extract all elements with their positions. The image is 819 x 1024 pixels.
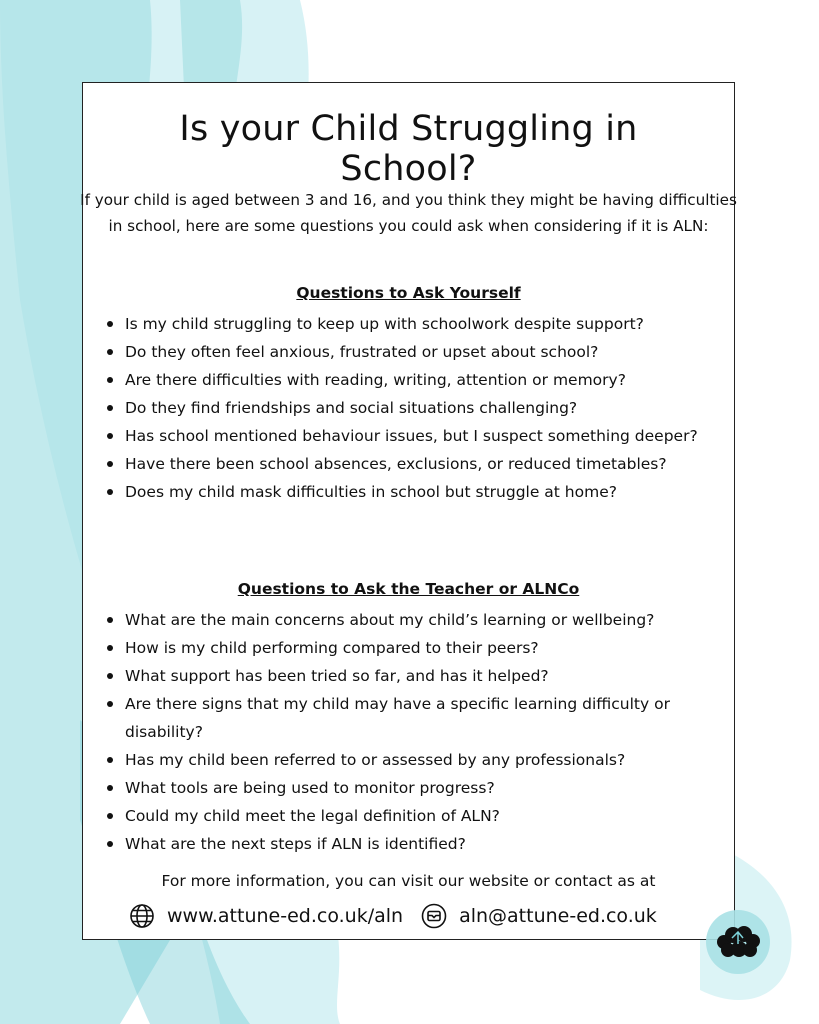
- brand-logo: [702, 908, 774, 976]
- list-item: Has my child been referred to or assessed by any professionals?: [105, 746, 730, 774]
- list-item: What tools are being used to monitor progress?: [105, 774, 730, 802]
- contact-row: [129, 903, 657, 929]
- page-title: Is your Child Struggling in School?: [179, 109, 638, 189]
- website-url: www.attune-ed.co.uk/aln: [167, 905, 404, 927]
- section-heading-yourself: Questions to Ask Yourself: [296, 284, 521, 302]
- intro-text: If your child is aged between 3 and 16, and you think they might be having difficulties in school, here are some questions you could ask when considering if it is ALN:: [80, 191, 737, 235]
- list-item: What are the next steps if ALN is identified?: [105, 830, 730, 858]
- list-item: Are there difficulties with reading, writing, attention or memory?: [105, 366, 730, 394]
- website-link[interactable]: [129, 903, 403, 929]
- globe-icon: [129, 903, 155, 929]
- list-item: Does my child mask difficulties in school but struggle at home?: [105, 478, 730, 506]
- list-item: Could my child meet the legal definition of ALN?: [105, 802, 730, 830]
- list-item: What are the main concerns about my child’s learning or wellbeing?: [105, 606, 730, 634]
- list-item: Do they find friendships and social situations challenging?: [105, 394, 730, 422]
- section-heading-teacher: Questions to Ask the Teacher or ALNCo: [237, 580, 580, 598]
- question-list-yourself: [105, 310, 730, 506]
- more-info-text: For more information, you can visit our website or contact as at: [161, 872, 656, 890]
- list-item: Has school mentioned behaviour issues, but I suspect something deeper?: [105, 422, 730, 450]
- question-list-teacher: [105, 606, 730, 858]
- list-item: How is my child performing compared to their peers?: [105, 634, 730, 662]
- list-item: What support has been tried so far, and has it helped?: [105, 662, 730, 690]
- info-card: [82, 82, 735, 940]
- mail-icon: [421, 903, 447, 929]
- email-address: aln@attune-ed.co.uk: [459, 905, 657, 927]
- list-item: Have there been school absences, exclusions, or reduced timetables?: [105, 450, 730, 478]
- list-item: Are there signs that my child may have a specific learning difficulty or disability?: [105, 690, 730, 746]
- email-link[interactable]: [421, 903, 657, 929]
- list-item: Is my child struggling to keep up with schoolwork despite support?: [105, 310, 730, 338]
- list-item: Do they often feel anxious, frustrated or upset about school?: [105, 338, 730, 366]
